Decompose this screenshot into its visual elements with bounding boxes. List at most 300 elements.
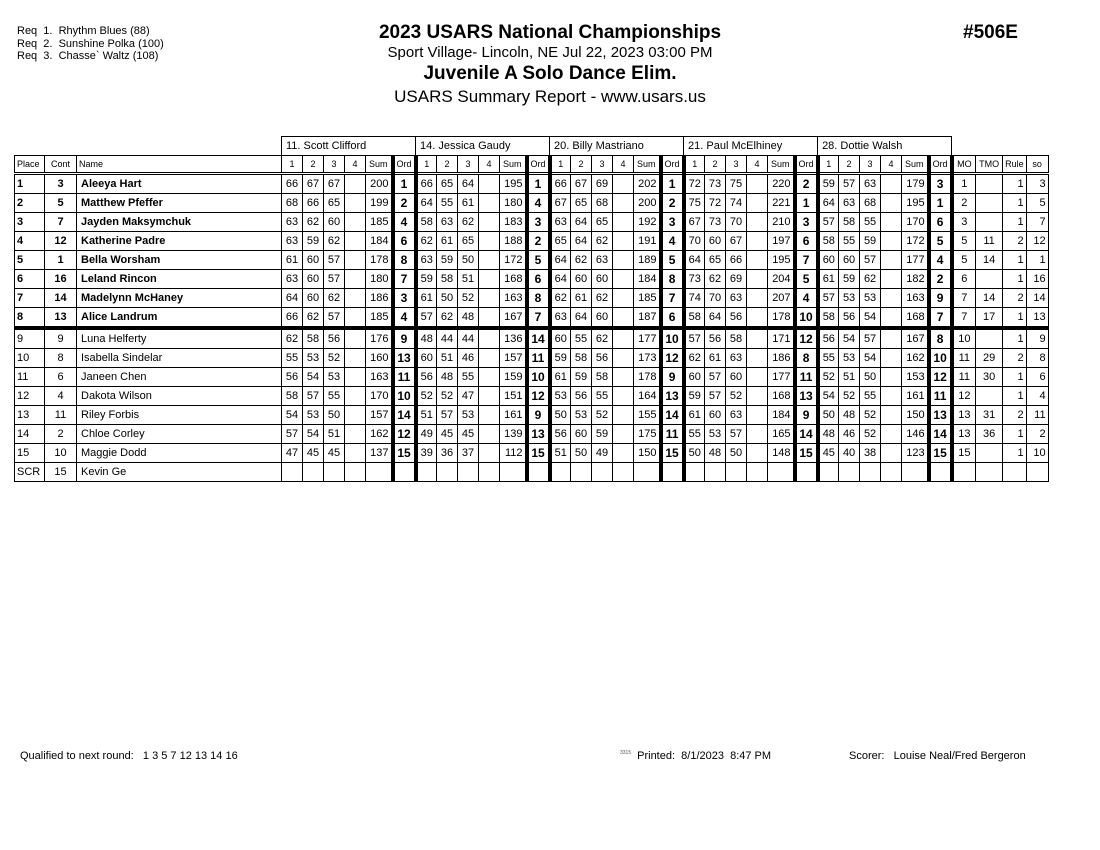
judge4-score-3: 74 [726,194,747,213]
column-header-judge4-sum: Sum [768,156,795,174]
judge2-score-3: 50 [458,251,479,270]
judge1-score-4 [345,289,366,308]
judge2-score-1: 52 [416,387,437,406]
judge4-score-2: 72 [705,194,726,213]
judge2-ordinal: 3 [527,213,550,232]
start-order: 4 [1026,387,1048,406]
judge2-score-3: 46 [458,349,479,368]
judge3-score-2: 65 [571,194,592,213]
judge5-ordinal: 4 [929,251,952,270]
judge4-ordinal: 1 [795,194,818,213]
judge2-ordinal: 10 [527,368,550,387]
column-header-cont: Cont [45,156,77,174]
column-header-judge2-ord: Ord [527,156,550,174]
judge3-sum: 202 [634,174,661,194]
judge1-score-4 [345,368,366,387]
judge1-score-4 [345,194,366,213]
judge4-score-3: 52 [726,387,747,406]
judge3-score-1: 63 [550,213,571,232]
total-majority-ordinal [976,174,1003,194]
contestant-number: 4 [45,387,77,406]
judge4-score-1: 74 [684,289,705,308]
judge2-score-2: 58 [437,270,458,289]
judge4-score-4 [747,174,768,194]
place-cell: 12 [15,387,45,406]
majority-ordinal: 13 [952,406,976,425]
judge4-score-3: 63 [726,289,747,308]
judge4-score-4 [747,289,768,308]
place-cell: 4 [15,232,45,251]
column-header-rule: Rule [1003,156,1027,174]
judge1-ordinal: 11 [393,368,416,387]
judge2-score-3: 51 [458,270,479,289]
judge2-sum: 183 [500,213,527,232]
judge2-score-2: 50 [437,289,458,308]
judge3-score-3: 65 [592,213,613,232]
report-header [300,22,800,108]
judge4-score-2: 73 [705,213,726,232]
contestant-number: 13 [45,308,77,329]
judge4-ordinal: 5 [795,270,818,289]
judge5-sum: 161 [902,387,929,406]
judge2-score-4 [479,328,500,349]
judge1-score-4 [345,232,366,251]
judge3-score-3: 60 [592,308,613,329]
judge2-score-4 [479,174,500,194]
column-header-place: Place [15,156,45,174]
majority-ordinal: 15 [952,444,976,463]
judge2-score-3: 64 [458,174,479,194]
judge3-sum [634,463,661,482]
judge2-sum: 167 [500,308,527,329]
column-header-judge3-2: 2 [571,156,592,174]
start-order: 12 [1026,232,1048,251]
place-cell: 5 [15,251,45,270]
judge1-score-3: 65 [324,194,345,213]
judge4-score-4 [747,444,768,463]
skater-name: Dakota Wilson [77,387,282,406]
rule-applied: 1 [1003,174,1027,194]
judge1-score-3: 51 [324,425,345,444]
column-header-name: Name [77,156,282,174]
judge3-score-1: 67 [550,194,571,213]
column-header-judge4-2: 2 [705,156,726,174]
judge5-score-3: 55 [860,213,881,232]
table-row [15,387,1049,406]
judge2-score-3: 45 [458,425,479,444]
judge3-score-1: 65 [550,232,571,251]
column-header-judge5-ord: Ord [929,156,952,174]
judge3-sum: 175 [634,425,661,444]
judge1-score-3: 52 [324,349,345,368]
skater-name: Bella Worsham [77,251,282,270]
judge5-sum: 168 [902,308,929,329]
column-header-judge1-1: 1 [282,156,303,174]
skater-name: Maggie Dodd [77,444,282,463]
judge4-score-2: 53 [705,425,726,444]
judge3-score-2: 59 [571,368,592,387]
judge-name-3: 20. Billy Mastriano [550,137,684,156]
judge3-score-2: 55 [571,328,592,349]
judge4-score-3: 58 [726,328,747,349]
judge2-score-1 [416,463,437,482]
start-order: 11 [1026,406,1048,425]
judge3-score-3 [592,463,613,482]
judge5-score-4 [881,251,902,270]
judge5-score-2: 63 [839,194,860,213]
judge4-score-3: 50 [726,444,747,463]
judge1-ordinal: 4 [393,308,416,329]
judge5-score-4 [881,289,902,308]
judge1-score-1: 66 [282,174,303,194]
judge5-score-3: 55 [860,387,881,406]
judge3-score-4 [613,270,634,289]
place-cell: 11 [15,368,45,387]
table-row [15,349,1049,368]
rule-applied: 1 [1003,194,1027,213]
judge1-sum: 185 [366,213,393,232]
judge4-score-1: 64 [684,251,705,270]
rule-applied: 1 [1003,425,1027,444]
judge1-score-4 [345,444,366,463]
place-cell: 9 [15,328,45,349]
judge3-ordinal: 2 [661,194,684,213]
judge2-ordinal: 8 [527,289,550,308]
judge2-score-2: 52 [437,387,458,406]
judge3-sum: 189 [634,251,661,270]
judge1-score-3: 55 [324,387,345,406]
column-header-judge5-2: 2 [839,156,860,174]
total-majority-ordinal: 11 [976,232,1003,251]
judge5-score-1: 58 [818,232,839,251]
judge5-score-1: 54 [818,387,839,406]
judge1-score-1: 55 [282,349,303,368]
judge2-score-1: 59 [416,270,437,289]
judge2-sum: 163 [500,289,527,308]
table-row [15,308,1049,329]
judge1-sum: 178 [366,251,393,270]
judge-name-1: 11. Scott Clifford [282,137,416,156]
judge3-score-2 [571,463,592,482]
judge3-score-2: 60 [571,425,592,444]
judge5-score-2: 48 [839,406,860,425]
judge5-score-1: 59 [818,174,839,194]
judge5-score-2: 59 [839,270,860,289]
judge1-sum: 170 [366,387,393,406]
judge3-ordinal: 4 [661,232,684,251]
judge2-score-2: 44 [437,328,458,349]
judge5-score-2: 57 [839,174,860,194]
skater-name: Luna Helferty [77,328,282,349]
judge1-score-1: 63 [282,213,303,232]
judge3-sum: 164 [634,387,661,406]
start-order: 1 [1026,251,1048,270]
place-cell: 2 [15,194,45,213]
judge1-score-2: 54 [303,425,324,444]
judge3-score-4 [613,232,634,251]
judge1-ordinal: 15 [393,444,416,463]
judge3-score-3: 55 [592,387,613,406]
judge4-score-1: 61 [684,406,705,425]
judge4-score-2 [705,463,726,482]
rule-applied: 1 [1003,444,1027,463]
judge3-ordinal: 10 [661,328,684,349]
judge3-ordinal: 13 [661,387,684,406]
contestant-number: 15 [45,463,77,482]
judge4-ordinal: 15 [795,444,818,463]
printed-info [620,750,771,762]
judge1-score-3: 60 [324,213,345,232]
judge5-score-2: 51 [839,368,860,387]
judge4-score-2: 60 [705,232,726,251]
judge5-score-3: 52 [860,425,881,444]
start-order: 3 [1026,174,1048,194]
judge1-score-4 [345,463,366,482]
judge4-ordinal: 10 [795,308,818,329]
judge3-score-4 [613,289,634,308]
judge2-sum: 188 [500,232,527,251]
judge5-sum: 162 [902,349,929,368]
judge5-sum: 179 [902,174,929,194]
judge4-score-3 [726,463,747,482]
judge3-score-4 [613,444,634,463]
judge1-sum: 200 [366,174,393,194]
judge3-score-2: 62 [571,251,592,270]
rule-applied: 2 [1003,289,1027,308]
majority-ordinal: 11 [952,349,976,368]
judge2-ordinal: 4 [527,194,550,213]
judge4-score-4 [747,349,768,368]
judge4-ordinal: 11 [795,368,818,387]
judge5-score-1: 61 [818,270,839,289]
judge1-score-4 [345,349,366,368]
judge3-sum: 184 [634,270,661,289]
judge3-score-1: 62 [550,289,571,308]
column-header-judge3-4: 4 [613,156,634,174]
rule-applied: 1 [1003,270,1027,289]
table-row [15,406,1049,425]
judge5-score-3: 57 [860,251,881,270]
judge4-score-4 [747,425,768,444]
judge2-score-4 [479,232,500,251]
judge1-score-3: 53 [324,368,345,387]
skater-name: Chloe Corley [77,425,282,444]
judge4-score-2: 64 [705,308,726,329]
judge5-score-4 [881,444,902,463]
judge2-sum: 168 [500,270,527,289]
judge3-ordinal: 15 [661,444,684,463]
judge3-score-1: 63 [550,308,571,329]
judge2-score-2: 61 [437,232,458,251]
judge3-sum: 177 [634,328,661,349]
judge1-sum: 180 [366,270,393,289]
skater-name: Jayden Maksymchuk [77,213,282,232]
start-order: 7 [1026,213,1048,232]
judge3-score-3: 60 [592,270,613,289]
judge4-score-2: 62 [705,270,726,289]
judge3-sum: 191 [634,232,661,251]
header-spacer-right [952,137,1049,156]
column-header-judge4-4: 4 [747,156,768,174]
judge5-score-3: 62 [860,270,881,289]
judge4-score-4 [747,270,768,289]
judge-name-4: 21. Paul McElhiney [684,137,818,156]
judge1-score-1: 56 [282,368,303,387]
judge3-score-4 [613,213,634,232]
majority-ordinal: 10 [952,328,976,349]
judge5-score-2: 54 [839,328,860,349]
judge2-score-4 [479,406,500,425]
judge5-score-1: 58 [818,308,839,329]
judge2-score-2: 62 [437,308,458,329]
judge1-score-1: 62 [282,328,303,349]
judge1-score-3: 57 [324,251,345,270]
judge2-score-3: 48 [458,308,479,329]
judge1-score-4 [345,251,366,270]
judge3-ordinal: 1 [661,174,684,194]
judge4-sum: 210 [768,213,795,232]
total-majority-ordinal [976,213,1003,232]
rule-applied: 2 [1003,406,1027,425]
judge4-score-2: 61 [705,349,726,368]
skater-name: Isabella Sindelar [77,349,282,368]
contestant-number: 16 [45,270,77,289]
judge1-score-2: 67 [303,174,324,194]
judge1-score-2: 60 [303,270,324,289]
judge4-score-1 [684,463,705,482]
judge3-sum: 192 [634,213,661,232]
table-row [15,270,1049,289]
judge3-score-1: 64 [550,270,571,289]
judge1-score-3: 57 [324,270,345,289]
judge5-score-1: 55 [818,349,839,368]
judge1-score-3: 67 [324,174,345,194]
skater-name: Aleeya Hart [77,174,282,194]
judge2-score-3: 55 [458,368,479,387]
judge3-score-3: 69 [592,174,613,194]
judge5-sum: 167 [902,328,929,349]
judge5-score-4 [881,349,902,368]
judge4-sum: 204 [768,270,795,289]
judge2-score-2: 51 [437,349,458,368]
skater-name: Alice Landrum [77,308,282,329]
judge2-score-3 [458,463,479,482]
rule-applied: 2 [1003,232,1027,251]
judge5-ordinal: 15 [929,444,952,463]
judge4-score-2: 65 [705,251,726,270]
column-header-judge1-sum: Sum [366,156,393,174]
judge1-score-1: 63 [282,270,303,289]
qualified-list: Qualified to next round: 1 3 5 7 12 13 14 16 [20,750,238,762]
judge4-score-1: 55 [684,425,705,444]
judge1-score-3: 56 [324,328,345,349]
judge3-ordinal [661,463,684,482]
judge4-score-2: 70 [705,289,726,308]
judge5-score-4 [881,194,902,213]
judge2-score-2: 59 [437,251,458,270]
judge3-score-4 [613,387,634,406]
judge1-ordinal: 1 [393,174,416,194]
judge2-score-4 [479,349,500,368]
table-row [15,444,1049,463]
judge5-ordinal: 14 [929,425,952,444]
judge1-score-2: 60 [303,289,324,308]
judge4-ordinal: 14 [795,425,818,444]
judge5-score-1: 60 [818,251,839,270]
judge2-score-4 [479,463,500,482]
judge2-score-2: 45 [437,425,458,444]
judge5-sum: 123 [902,444,929,463]
judge1-score-2: 59 [303,232,324,251]
judge1-score-3 [324,463,345,482]
judge5-score-4 [881,425,902,444]
judge3-score-1: 50 [550,406,571,425]
contestant-number: 1 [45,251,77,270]
judge3-ordinal: 14 [661,406,684,425]
judge4-sum: 177 [768,368,795,387]
judge4-score-4 [747,406,768,425]
start-order: 14 [1026,289,1048,308]
judge3-score-2: 60 [571,270,592,289]
judge5-score-1: 45 [818,444,839,463]
judge2-score-3: 37 [458,444,479,463]
judge2-ordinal: 1 [527,174,550,194]
column-header-judge5-3: 3 [860,156,881,174]
judge4-ordinal: 3 [795,213,818,232]
judge1-sum: 185 [366,308,393,329]
judge5-score-4 [881,328,902,349]
majority-ordinal: 7 [952,308,976,329]
judge5-score-1: 48 [818,425,839,444]
judge5-ordinal: 3 [929,174,952,194]
judge4-score-4 [747,251,768,270]
judge3-score-1: 53 [550,387,571,406]
table-row [15,194,1049,213]
total-majority-ordinal [976,328,1003,349]
judge3-sum: 200 [634,194,661,213]
judge5-score-4 [881,368,902,387]
place-cell: 7 [15,289,45,308]
judge4-ordinal: 4 [795,289,818,308]
judge3-score-4 [613,308,634,329]
column-header-judge5-4: 4 [881,156,902,174]
judge1-score-1: 54 [282,406,303,425]
judge5-score-2: 53 [839,349,860,368]
judge2-score-2: 36 [437,444,458,463]
judge5-score-3: 57 [860,328,881,349]
judge5-score-2: 46 [839,425,860,444]
contestant-number: 2 [45,425,77,444]
total-majority-ordinal: 17 [976,308,1003,329]
judge4-ordinal: 12 [795,328,818,349]
judge2-sum: 161 [500,406,527,425]
judge5-ordinal: 13 [929,406,952,425]
judge5-score-3: 54 [860,349,881,368]
total-majority-ordinal [976,387,1003,406]
judge3-score-1: 56 [550,425,571,444]
judge3-ordinal: 6 [661,308,684,329]
judge3-score-1: 66 [550,174,571,194]
judge3-score-2: 64 [571,213,592,232]
total-majority-ordinal [976,444,1003,463]
contestant-number: 3 [45,174,77,194]
judge5-score-2: 40 [839,444,860,463]
judge1-score-1: 68 [282,194,303,213]
total-majority-ordinal: 30 [976,368,1003,387]
table-row [15,463,1049,482]
column-header-judge4-ord: Ord [795,156,818,174]
judge5-score-2: 55 [839,232,860,251]
